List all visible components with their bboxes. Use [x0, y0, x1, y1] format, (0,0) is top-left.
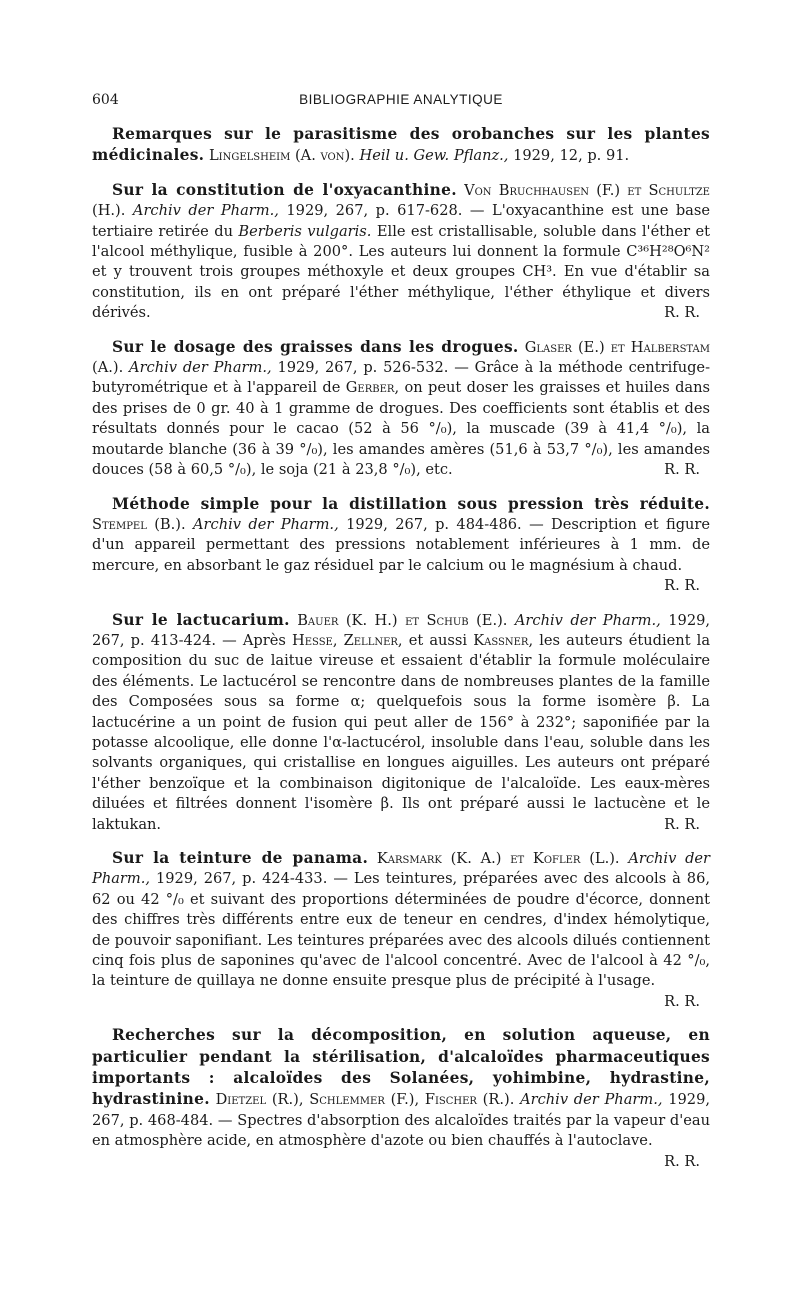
entry-authors: Dietzel (R.), Schlemmer (F.), Fischer (R.).	[215, 1091, 515, 1109]
entry-title: Sur le dosage des graisses dans les drogues.	[112, 337, 519, 356]
running-header	[92, 92, 710, 114]
entry-citation: 1929, 267, p. 484-486.	[346, 515, 522, 533]
entry-citation: 1929, 267, p. 468-484.	[92, 1091, 711, 1129]
entry-body: — Les teintures, préparées avec des alcools à 86, 62 ou 42 °/₀ et suivant des proportions déterminées de poudre d'écorce, donnent des chiffres très différents entre eux de teneur en cendres, d'index hémolytique, de pouvoir saponifiant. Les teintures préparées avec des alcools dilués contiennent cinq fois plus de saponines qu'avec de l'alcool concentré. Avec de l'alcool à 42 °/₀, la teinture de quillaya ne donne ensuite presque plus de précipité à l'usage.	[92, 870, 711, 990]
entry-citation: 1929, 267, p. 413-424.	[92, 611, 711, 649]
entry-lactucarium	[92, 610, 710, 835]
entry-authors: Lingelsheim (A. von).	[208, 147, 355, 165]
entry-title: Sur le lactucarium.	[112, 610, 290, 629]
entry-body: — L'oxyacanthine est une base tertiaire retirée du	[92, 202, 710, 240]
entry-signature: R. R.	[664, 992, 700, 1010]
entry-distillation	[92, 494, 710, 597]
entry-body-continued: Elle est cristallisable, soluble dans l'éther et l'alcool méthylique, fusible à 200°. Les auteurs lui donnent la formule C³⁶H²⁸O⁶N² et y trouvent trois groupes méthoxyle et deux groupes CH³. En vue d'établir sa constitution, ils en ont préparé l'éther méthylique, l'éther éthylique et divers dérivés.	[92, 222, 711, 322]
entry-citation: 1929, 267, p. 424-433.	[155, 870, 328, 888]
entry-name-gerber: Gerber	[345, 379, 395, 397]
entry-authors: Glaser (E.) et Halberstam (A.).	[92, 338, 711, 377]
entry-oxyacanthine	[92, 180, 710, 324]
entry-citation: 1929, 267, p. 526-532.	[277, 359, 449, 377]
entry-title: Sur la teinture de panama.	[112, 849, 369, 867]
entry-journal: Archiv der Pharm.,	[92, 850, 711, 888]
entry-journal: Archiv der Pharm.,	[520, 1091, 663, 1109]
entry-title: Sur la constitution de l'oxyacanthine.	[112, 180, 457, 199]
entry-body-connector: et aussi	[408, 631, 468, 649]
entry-journal: Archiv der Pharm.,	[132, 202, 279, 220]
entry-signature: R. R.	[664, 1152, 700, 1170]
entry-citation: 1929, 267, p. 617-628.	[286, 202, 463, 220]
entry-name-kassner: Kassner,	[473, 631, 534, 649]
entry-authors: Karsmark (K. A.) et Kofler (L.).	[376, 850, 620, 867]
entry-authors: Von Bruchhausen (F.) et Schultze (H.).	[92, 181, 710, 220]
entry-title: Méthode simple pour la distillation sous pression très réduite.	[112, 494, 710, 513]
entry-body: — Grâce à la méthode centrifuge-butyrométrique et à l'appareil de	[92, 359, 711, 397]
page	[92, 92, 710, 1185]
entry-body: — Après	[222, 631, 286, 649]
entry-decomposition-alcaloides	[92, 1025, 710, 1172]
entry-body: — Description et figure d'un appareil permettant des pressions notablement inférieures à 1 mm. de mercure, en absorbant le gaz résiduel par le calcium ou le magnésium à chaud.	[92, 515, 711, 574]
entry-body-continued: , on peut doser les graisses et huiles dans des prises de 0 gr. 40 à 1 gramme de drogues. Des coefficients sont établis et des résultats donnés pour le cacao (52 à 56 °/₀), la muscade (39 à 41,4 °/₀), la moutarde blanche (36 à 39 °/₀), les amandes amères (51,6 à 53,7 °/₀), les amandes douces (58 à 60,5 °/₀), le soja (21 à 23,8 °/₀), etc.	[92, 379, 711, 479]
entry-signature: R. R.	[664, 815, 700, 833]
running-title: BIBLIOGRAPHIE ANALYTIQUE	[299, 92, 503, 107]
entry-journal: Archiv der Pharm.,	[193, 515, 339, 533]
entry-signature: R. R.	[664, 461, 700, 479]
entry-dosage-graisses	[92, 337, 710, 481]
entry-journal: Archiv der Pharm.,	[129, 359, 272, 377]
entry-names: Hesse, Zellner,	[292, 631, 403, 649]
entry-authors: Bauer (K. H.) et Schub (E.).	[297, 611, 508, 629]
entry-journal: Heil u. Gew. Pflanz.,	[359, 147, 509, 165]
entry-teinture-panama	[92, 848, 710, 1012]
entry-title: Recherches sur la décomposition, en solution aqueuse, en particulier pendant la stérilisation, d'alcaloïdes pharmaceutiques importants : alcaloïdes des Solanées, yohimbine, hydrastine, hydrastinine.	[92, 1026, 710, 1109]
entry-species: Berberis vulgaris.	[238, 222, 372, 240]
entry-signature: R. R.	[664, 577, 700, 595]
entry-body-continued: les auteurs étudient la composition du suc de laitue vireuse et essaient d'établir la formule moléculaire des éléments. Le lactucérol se rencontre dans de nombreuses plantes de la famille des Composées sous sa forme α; quelquefois sous la forme isomère β. La lactucérine a un point de fusion qui peut aller de 156° à 232°; saponifiée par la potasse alcoolique, elle donne l'α-lactucérol, insoluble dans l'eau, soluble dans les solvants organiques, qui cristallise en longues aiguilles. Les auteurs ont préparé l'éther benzoïque et la combinaison digitonique de l'alcaloïde. Les eaux-mères diluées et filtrées donnent l'isomère β. Ils ont préparé aussi le lactucène et le laktukan.	[92, 631, 711, 833]
entry-authors: Stempel (B.).	[92, 515, 186, 533]
entry-title: Remarques sur le parasitisme des orobanches sur les plantes médicinales.	[92, 125, 710, 165]
entry-orobanches	[92, 124, 710, 167]
entry-signature: R. R.	[664, 304, 700, 322]
entry-citation: 1929, 12, p. 91.	[513, 147, 630, 165]
entry-journal: Archiv der Pharm.,	[514, 611, 661, 629]
page-number: 604	[92, 92, 119, 108]
entry-body: — Spectres d'absorption des alcaloïdes traités par la vapeur d'eau en atmosphère acide, en atmosphère d'azote ou bien chauffés à l'autoclave.	[92, 1111, 710, 1150]
